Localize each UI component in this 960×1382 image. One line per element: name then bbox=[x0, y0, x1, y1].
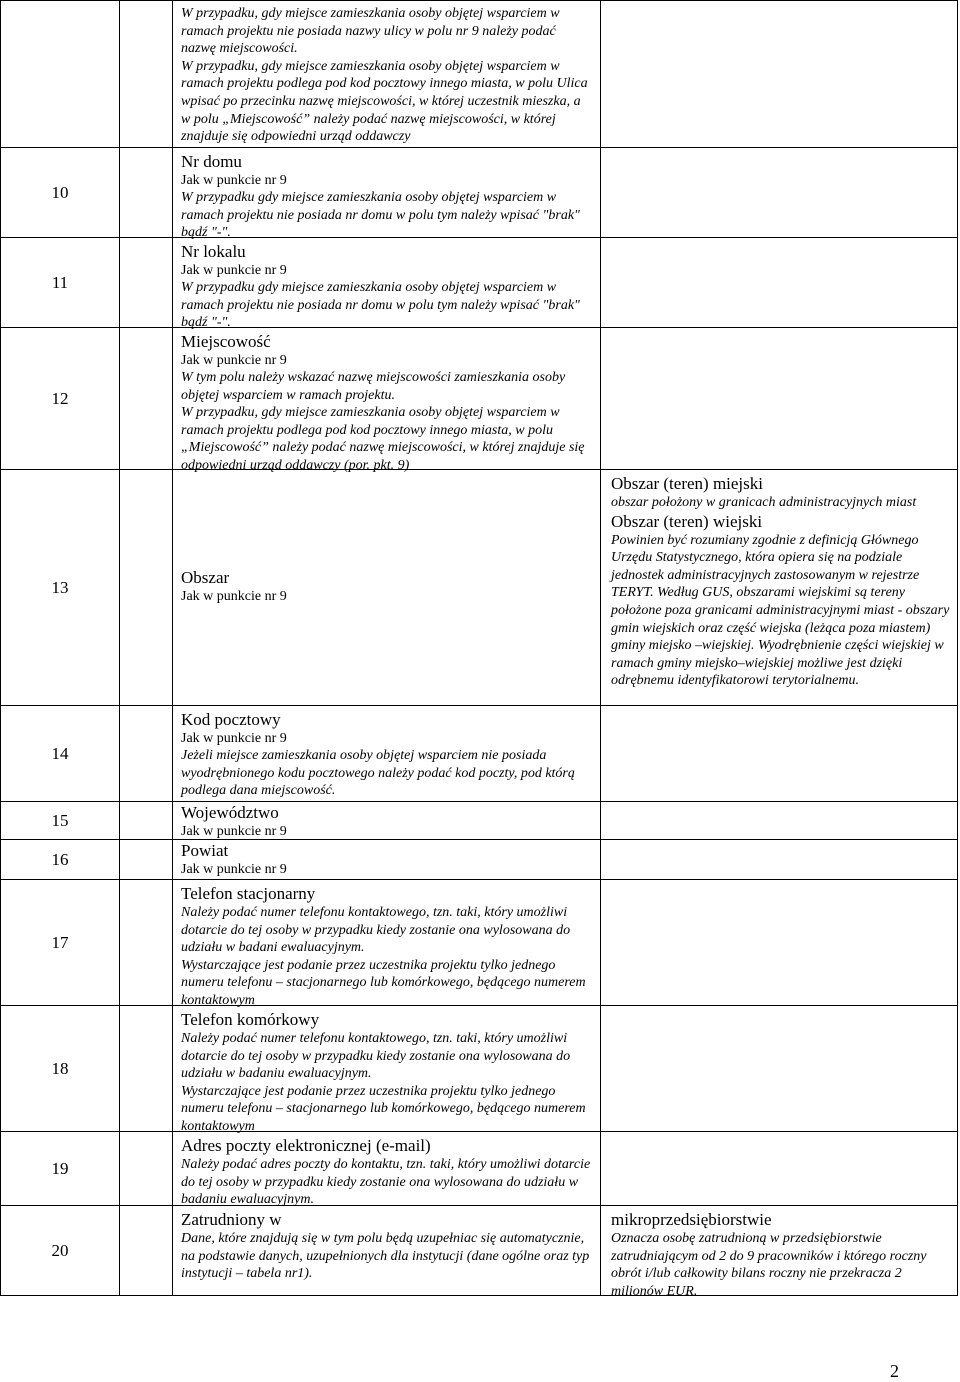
column-separator-2 bbox=[172, 1, 173, 1295]
table-row-14 bbox=[1, 705, 957, 801]
field-reference: Jak w punkcie nr 9 bbox=[181, 824, 287, 839]
row-number: 15 bbox=[51, 810, 69, 830]
row-note bbox=[601, 1006, 957, 1131]
row-number bbox=[1, 1, 119, 147]
row-content bbox=[173, 1206, 599, 1295]
row-note bbox=[601, 1132, 957, 1205]
row-number: 16 bbox=[51, 849, 69, 869]
table-row-15 bbox=[1, 801, 957, 839]
table-row-13 bbox=[1, 469, 957, 705]
note-description-urban: obszar położony w granicach administracyjnych miast bbox=[611, 495, 917, 510]
row-number: 13 bbox=[51, 577, 69, 597]
row-content bbox=[173, 802, 599, 839]
row-content bbox=[173, 1006, 599, 1134]
row-description-extra: W przypadku, gdy miejsce zamieszkania osoby objętej wsparciem w ramach projektu podlega pod kod pocztowy innego miasta, w polu „Miejscowość” należy podać nazwę miejscowości, w której znajduje się odpowiedni urząd oddawczy (por. pkt. 9) bbox=[181, 405, 585, 473]
row-description: Należy podać numer telefonu kontaktowego, tzn. taki, który umożliwi dotarcie do tej osoby w przypadku kiedy zostanie ona wylosowana do udziału w badani ewaluacyjnym. bbox=[181, 905, 571, 956]
field-reference: Jak w punkcie nr 9 bbox=[181, 173, 287, 188]
field-name: Adres poczty elektronicznej (e-mail) bbox=[181, 1136, 431, 1155]
row-number: 20 bbox=[51, 1240, 69, 1260]
table-row-12 bbox=[1, 327, 957, 473]
field-reference: Jak w punkcie nr 9 bbox=[181, 731, 287, 746]
page-number: 2 bbox=[890, 1361, 899, 1381]
table-row-10 bbox=[1, 147, 957, 241]
column-separator-3 bbox=[600, 1, 601, 1295]
field-name: Obszar bbox=[181, 568, 230, 587]
row-description: Dane, które znajdują się w tym polu będą uzupełniac się automatycznie, na podstawie danych, uzupełnionych dla instytucji (dane ogólne oraz typ instytucji – tabela nr1). bbox=[181, 1231, 590, 1282]
row-content bbox=[173, 238, 599, 331]
row-content bbox=[173, 706, 599, 801]
table-row-17 bbox=[1, 879, 957, 1008]
row-note bbox=[601, 470, 957, 705]
row-content bbox=[173, 148, 599, 241]
row-note bbox=[601, 148, 957, 237]
row-description: Należy podać adres poczty do kontaktu, tzn. taki, który umożliwi dotarcie do tej osoby w przypadku kiedy zostanie ona wylosowana do udziału w badaniu ewaluacyjnym. bbox=[181, 1157, 591, 1208]
row-description: W przypadku gdy miejsce zamieszkania osoby objętej wsparciem w ramach projektu nie posiada nr domu w polu tym należy wpisać "brak" bądź "-". bbox=[181, 190, 580, 241]
table-row-18 bbox=[1, 1005, 957, 1134]
field-name: Telefon stacjonarny bbox=[181, 884, 316, 903]
row-description: Jeżeli miejsce zamieszkania osoby objętej wsparciem nie posiada wyodrębnionego kodu pocztowego należy podać kod poczty, pod którą podlega dana miejscowość. bbox=[181, 748, 575, 799]
row-note bbox=[601, 328, 957, 469]
note-title: mikroprzedsiębiorstwie bbox=[611, 1210, 772, 1229]
row-content bbox=[173, 880, 599, 1008]
row-note bbox=[601, 1, 957, 147]
row-note bbox=[601, 1206, 957, 1299]
column-separator-1 bbox=[119, 1, 120, 1295]
row-note bbox=[601, 706, 957, 801]
row-description: Należy podać numer telefonu kontaktowego, tzn. taki, który umożliwi dotarcie do tej osoby w przypadku kiedy zostanie ona wylosowana do udziału w badaniu ewaluacyjnym. bbox=[181, 1031, 571, 1082]
field-name: Miejscowość bbox=[181, 332, 271, 351]
table-row-16 bbox=[1, 839, 957, 879]
note-title-rural: Obszar (teren) wiejski bbox=[611, 511, 763, 531]
row-description-extra: Wystarczające jest podanie przez uczestnika projektu tylko jednego numeru telefonu – stacjonarnego lub komórkowego, będącego numerem kontaktowym bbox=[181, 957, 586, 1008]
row-description: W tym polu należy wskazać nazwę miejscowości zamieszkania osoby objętej wsparciem w ramach projektu. bbox=[181, 370, 566, 403]
row-number: 11 bbox=[51, 272, 69, 292]
row-content bbox=[173, 328, 599, 473]
row-number: 19 bbox=[51, 1158, 69, 1178]
field-name: Powiat bbox=[181, 841, 229, 860]
field-reference: Jak w punkcie nr 9 bbox=[181, 862, 287, 877]
row-number: 14 bbox=[51, 743, 69, 763]
row-content bbox=[173, 840, 599, 879]
row-description: W przypadku, gdy miejsce zamieszkania osoby objętej wsparciem w ramach projektu nie posiada nazwy ulicy w polu nr 9 należy podać nazwę miejscowości. bbox=[181, 6, 560, 57]
note-description: Oznacza osobę zatrudnioną w przedsiębiorstwie zatrudniającym od 2 do 9 pracowników i którego roczny obrót i/lub całkowity bilans roczny nie przekracza 2 milionów EUR. bbox=[611, 1231, 927, 1299]
row-description-extra: Wystarczające jest podanie przez uczestnika projektu tylko jednego numeru telefonu – stacjonarnego lub komórkowego, będącego numerem kontaktowym bbox=[181, 1083, 586, 1134]
table-row-19 bbox=[1, 1131, 957, 1208]
field-name: Województwo bbox=[181, 803, 279, 822]
field-name: Zatrudniony w bbox=[181, 1210, 282, 1229]
table-row-11 bbox=[1, 237, 957, 331]
field-reference: Jak w punkcie nr 9 bbox=[181, 353, 287, 368]
field-reference: Jak w punkcie nr 9 bbox=[181, 589, 287, 604]
field-name: Nr lokalu bbox=[181, 242, 246, 261]
note-description-rural: Powinien być rozumiany zgodnie z definicją Głównego Urzędu Statystycznego, która opiera się na podziale jednostek administracyjnych zastosowanym w rejestrze TERYT. Według GUS, obszarami wiejskimi są tereny położone poza granicami administracyjnymi miast - obszary gmin wiejskich oraz część wiejska (leżąca poza miastem) gminy miejsko –wiejskiej. Wyodrębnienie części wiejskiej w ramach gminy miejsko–wiejskiej możliwe jest dzięki odrębnemu identyfikatorowi terytorialnemu. bbox=[611, 532, 950, 689]
row-note bbox=[601, 880, 957, 1005]
row-content bbox=[173, 1, 599, 147]
row-note bbox=[601, 840, 957, 879]
row-number: 17 bbox=[51, 932, 69, 952]
row-description: W przypadku gdy miejsce zamieszkania osoby objętej wsparciem w ramach projektu nie posiada nr domu w polu tym należy wpisać "brak" bądź "-". bbox=[181, 280, 580, 331]
table-row-20 bbox=[1, 1205, 957, 1299]
field-name: Telefon komórkowy bbox=[181, 1010, 320, 1029]
table-row-9-continued bbox=[1, 1, 957, 147]
field-name: Kod pocztowy bbox=[181, 710, 281, 729]
row-number: 10 bbox=[51, 182, 69, 202]
row-number: 12 bbox=[51, 388, 69, 408]
row-description-extra: W przypadku, gdy miejsce zamieszkania osoby objętej wsparciem w ramach projektu podlega pod kod pocztowy innego miasta, w polu Ulica wpisać po przecinku nazwę miejscowości, w której uczestnik mieszka, a w polu „Miejscowość” należy podać nazwę miejscowości, w której znajduje się odpowiedni urząd oddawczy bbox=[181, 58, 588, 145]
row-content bbox=[173, 470, 599, 705]
row-note bbox=[601, 238, 957, 327]
note-title-urban: Obszar (teren) miejski bbox=[611, 474, 763, 493]
field-reference: Jak w punkcie nr 9 bbox=[181, 263, 287, 278]
row-content bbox=[173, 1132, 599, 1208]
field-name: Nr domu bbox=[181, 152, 242, 171]
row-note bbox=[601, 802, 957, 839]
row-number: 18 bbox=[51, 1058, 69, 1078]
